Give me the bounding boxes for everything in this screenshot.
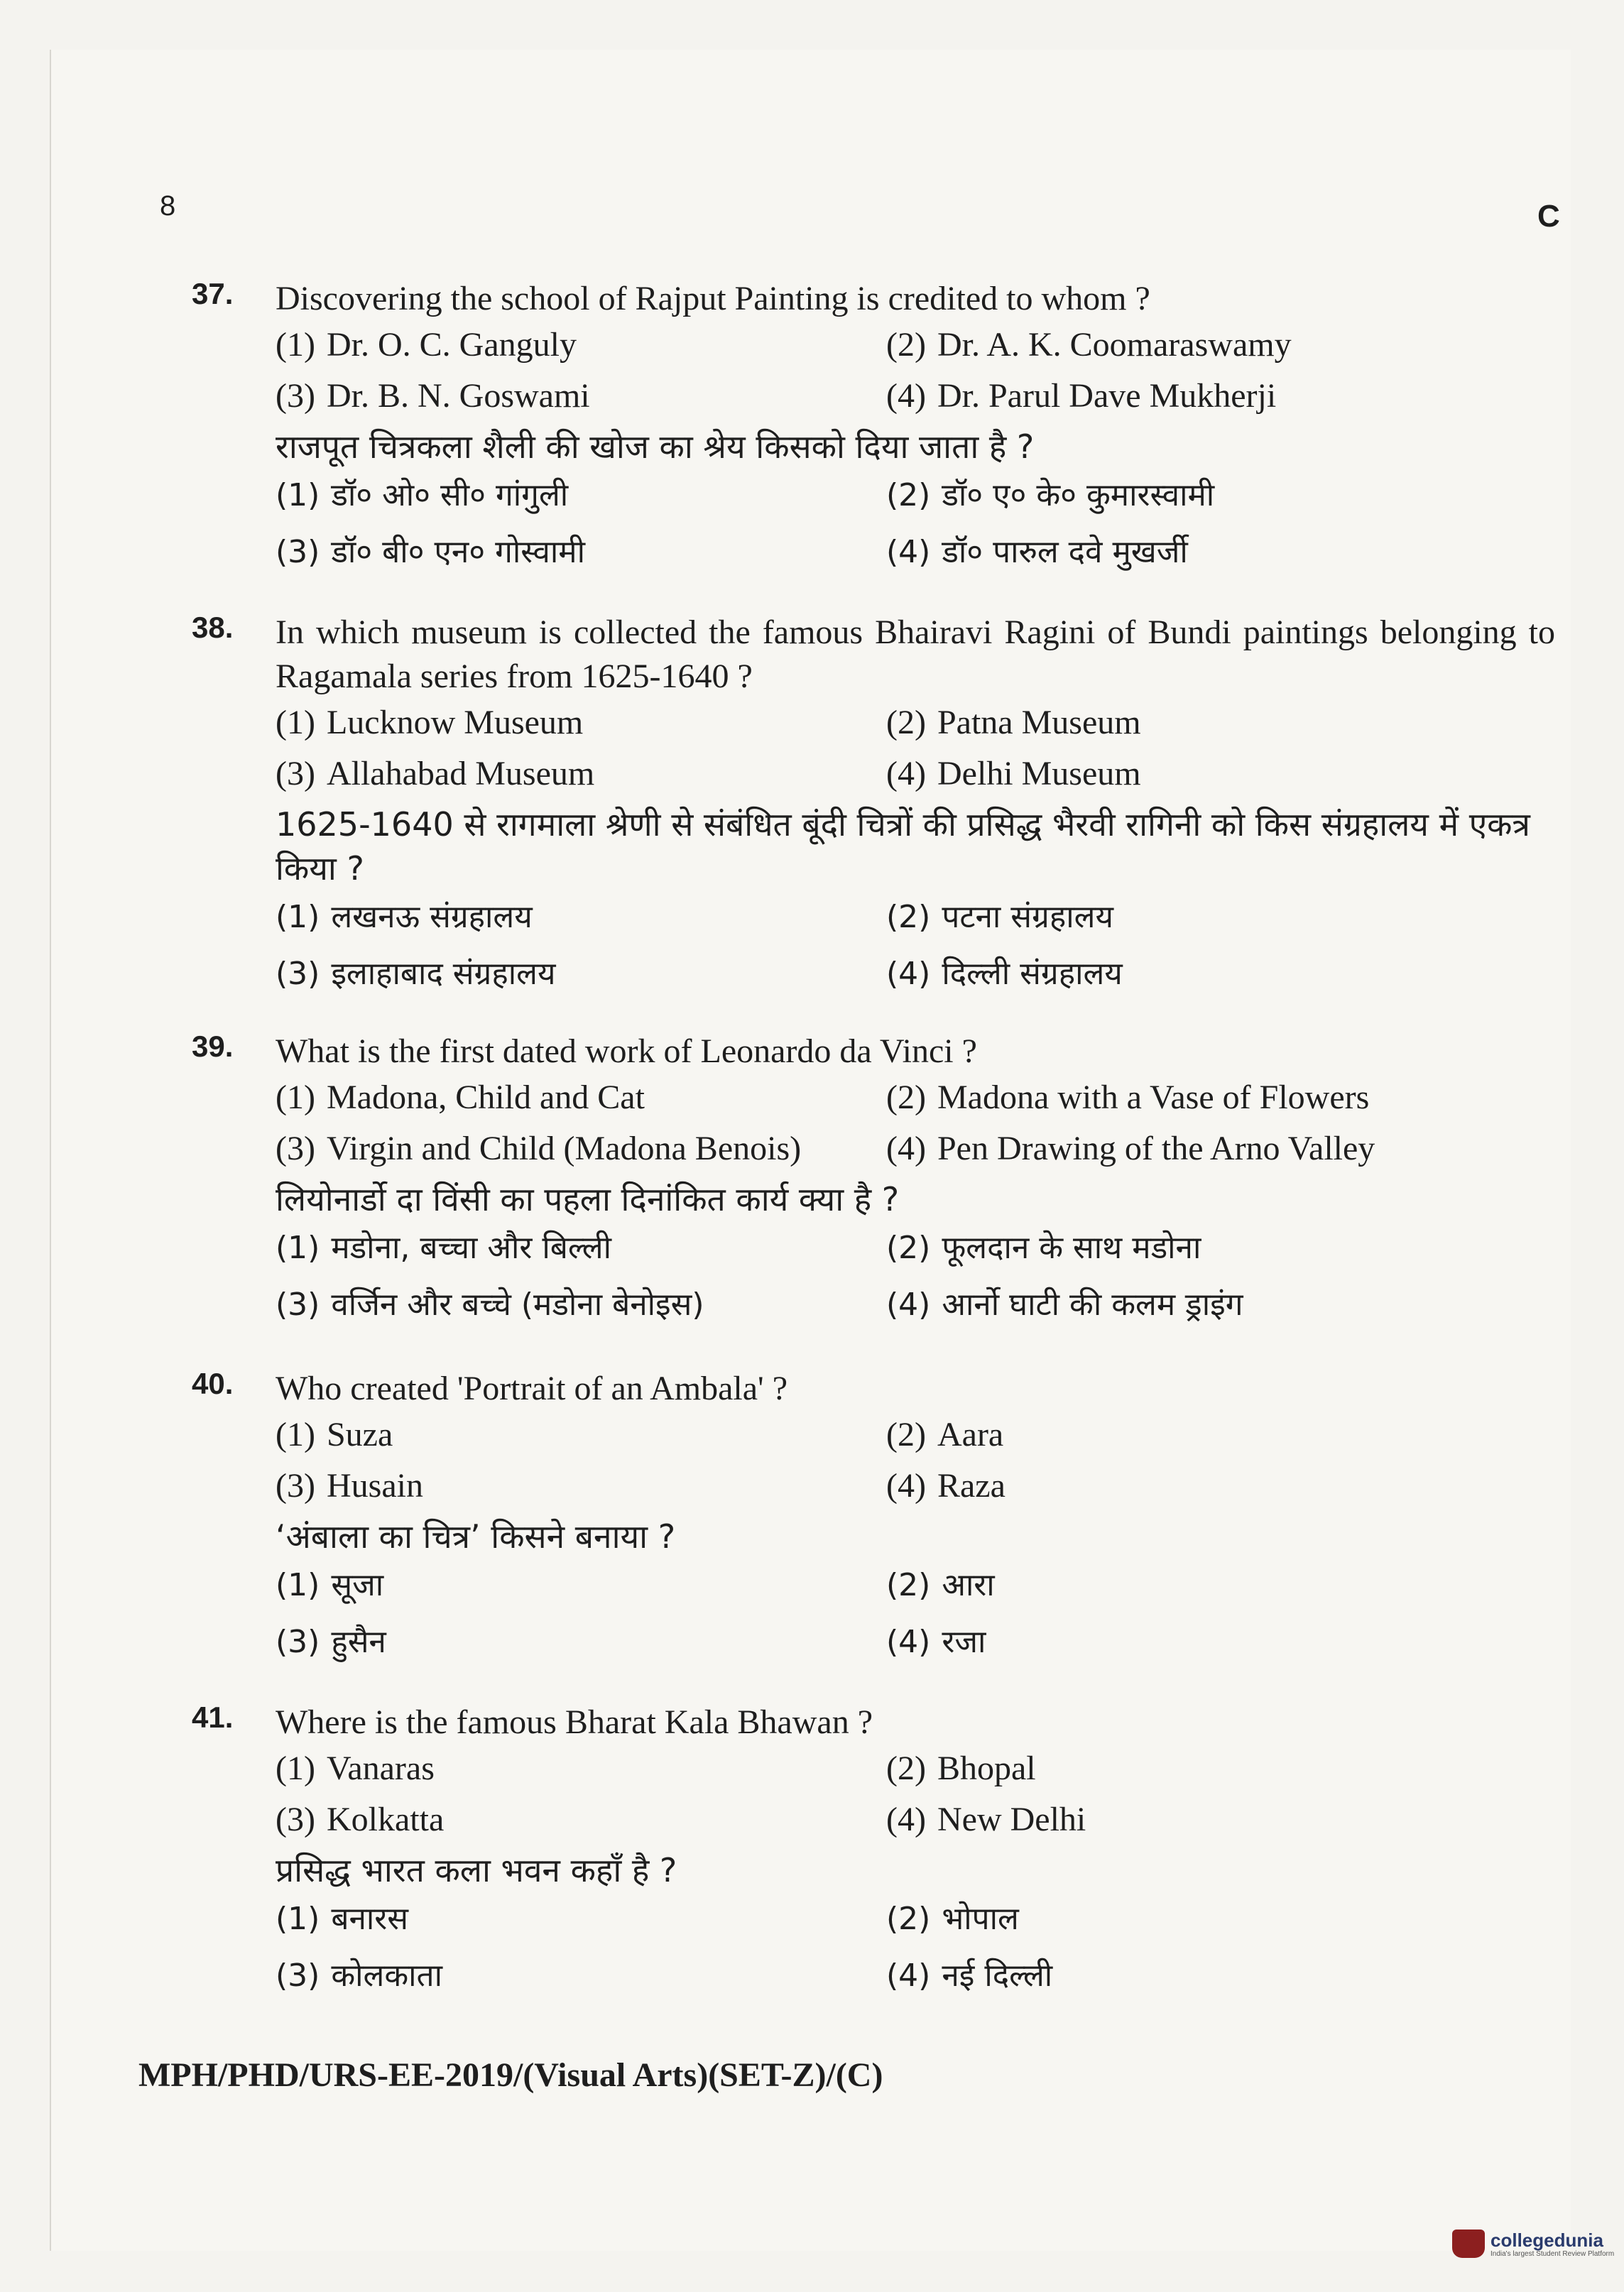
options-en: [276, 699, 1555, 798]
options-hi: [276, 1559, 1555, 1669]
option-4: (4) Dr. Parul Dave Mukherji: [886, 377, 1277, 415]
option-3: (3) Virgin and Child (Madona Benois): [276, 1130, 802, 1167]
option-2: (2) Madona with a Vase of Flowers: [886, 1079, 1370, 1116]
option-2-hi: (2) फूलदान के साथ मडोना: [886, 1230, 1201, 1266]
option-3: (3) Dr. B. N. Goswami: [276, 377, 590, 415]
option-3-hi: (3) वर्जिन और बच्चे (मडोना बेनोइस): [276, 1287, 704, 1323]
option-3-hi: (3) हुसैन: [276, 1624, 386, 1660]
set-letter: C: [1537, 199, 1560, 234]
option-3: (3) Allahabad Museum: [276, 755, 595, 792]
option-1-hi: (1) सूजा: [276, 1567, 384, 1603]
option-1: (1) Suza: [276, 1416, 393, 1453]
question-text-en: Discovering the school of Rajput Painting is credited to whom ?: [276, 280, 1150, 317]
question-number: 37.: [192, 277, 234, 310]
option-1: (1) Madona, Child and Cat: [276, 1079, 645, 1116]
option-3-hi: (3) डॉ० बी० एन० गोस्वामी: [276, 534, 585, 570]
question-number: 38.: [192, 611, 234, 644]
question-40: [192, 1367, 1555, 1669]
option-1: (1) Vanaras: [276, 1750, 435, 1787]
exam-code-footer: MPH/PHD/URS-EE-2019/(Visual Arts)(SET-Z)/(C): [138, 2056, 883, 2094]
question-number: 41.: [192, 1701, 234, 1734]
options-en: [276, 1074, 1555, 1173]
option-4-hi: (4) आर्नो घाटी की कलम ड्राइंग: [886, 1287, 1243, 1323]
question-text-hi: 1625-1640 से रागमाला श्रेणी से संबंधित बूंदी चित्रों की प्रसिद्ध भैरवी रागिनी को किस संग्रहालय में एकत्र किया ?: [276, 805, 1530, 888]
option-2: (2) Patna Museum: [886, 704, 1141, 741]
question-text-hi: राजपूत चित्रकला शैली की खोज का श्रेय किसको दिया जाता है ?: [276, 427, 1035, 466]
option-4: (4) Delhi Museum: [886, 755, 1141, 792]
page-number: 8: [160, 190, 176, 222]
question-number: 39.: [192, 1030, 234, 1063]
question-38: [192, 611, 1555, 1001]
option-4: (4) Pen Drawing of the Arno Valley: [886, 1130, 1375, 1167]
options-hi: [276, 1892, 1555, 2003]
option-2-hi: (2) पटना संग्रहालय: [886, 899, 1113, 935]
options-hi: [276, 469, 1555, 579]
option-3-hi: (3) कोलकाता: [276, 1958, 443, 1994]
options-hi: [276, 890, 1555, 1001]
logo-brand: collegedunia: [1491, 2229, 1603, 2251]
option-3-hi: (3) इलाहाबाद संग्रहालय: [276, 956, 556, 992]
option-1-hi: (1) डॉ० ओ० सी० गांगुली: [276, 477, 569, 513]
option-4: (4) Raza: [886, 1467, 1006, 1505]
option-1-hi: (1) मडोना, बच्चा और बिल्ली: [276, 1230, 611, 1266]
question-number: 40.: [192, 1367, 234, 1400]
options-en: [276, 1411, 1555, 1510]
option-2: (2) Bhopal: [886, 1750, 1036, 1787]
collegedunia-logo: [1452, 2230, 1614, 2258]
option-4-hi: (4) नई दिल्ली: [886, 1958, 1053, 1994]
option-1-hi: (1) बनारस: [276, 1901, 409, 1937]
option-2-hi: (2) आरा: [886, 1567, 995, 1603]
question-text-hi: ‘अंबाला का चित्र’ किसने बनाया ?: [276, 1517, 676, 1556]
option-1-hi: (1) लखनऊ संग्रहालय: [276, 899, 533, 935]
options-en: [276, 321, 1555, 420]
option-4-hi: (4) दिल्ली संग्रहालय: [886, 956, 1123, 992]
option-4-hi: (4) रजा: [886, 1624, 986, 1660]
question-text-en: Who created 'Portrait of an Ambala' ?: [276, 1370, 788, 1407]
option-2-hi: (2) डॉ० ए० के० कुमारस्वामी: [886, 477, 1215, 513]
question-text-en: What is the first dated work of Leonardo da Vinci ?: [276, 1032, 977, 1070]
logo-tagline: India's largest Student Review Platform: [1491, 2249, 1615, 2258]
option-1: (1) Dr. O. C. Ganguly: [276, 326, 577, 364]
question-text-en: Where is the famous Bharat Kala Bhawan ?: [276, 1703, 873, 1741]
options-en: [276, 1745, 1555, 1844]
question-37: [192, 277, 1555, 579]
option-1: (1) Lucknow Museum: [276, 704, 584, 741]
graduation-cap-icon: [1452, 2230, 1485, 2258]
question-41: [192, 1701, 1555, 2003]
question-39: [192, 1030, 1555, 1332]
option-3: (3) Husain: [276, 1467, 423, 1505]
question-text-hi: प्रसिद्ध भारत कला भवन कहाँ है ?: [276, 1851, 677, 1889]
options-hi: [276, 1221, 1555, 1332]
question-text-en: In which museum is collected the famous Bhairavi Ragini of Bundi paintings belonging to Ragamala series from 1625-1640 ?: [276, 613, 1555, 695]
option-4: (4) New Delhi: [886, 1801, 1086, 1838]
option-4-hi: (4) डॉ० पारुल दवे मुखर्जी: [886, 534, 1188, 570]
option-2-hi: (2) भोपाल: [886, 1901, 1019, 1937]
option-2: (2) Aara: [886, 1416, 1004, 1453]
option-3: (3) Kolkatta: [276, 1801, 445, 1838]
question-text-hi: लियोनार्डो दा विंसी का पहला दिनांकित कार्य क्या है ?: [276, 1180, 900, 1218]
option-2: (2) Dr. A. K. Coomaraswamy: [886, 326, 1292, 364]
